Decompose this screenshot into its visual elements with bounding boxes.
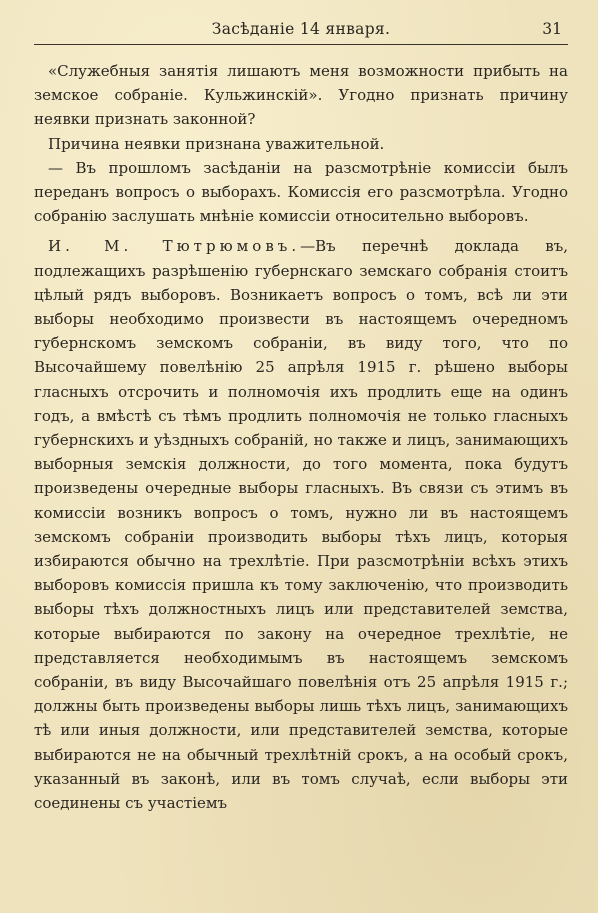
speaker-name: И. М. Тютрюмовъ.	[48, 237, 301, 256]
text-body	[34, 59, 568, 815]
paragraph-letter-quote: «Служебныя занятія лишаютъ меня возможности прибыть на земское собраніе. Кульжинскій». Угодно признать причину неявки признать законной?	[34, 62, 568, 129]
page-number: 31	[542, 20, 562, 38]
paragraph-speech	[34, 234, 568, 815]
running-title: Засѣданіе 14 января.	[211, 20, 391, 38]
speech-text: —Въ перечнѣ доклада въ, подлежащихъ разрѣшенію губернскаго земскаго собранія стоитъ цѣлый рядъ выборовъ. Возникаетъ вопросъ о томъ, всѣ ли эти выборы необходимо произвести въ настоящемъ очередномъ губернскомъ земскомъ собраніи, въ виду того, что по Высочайшему повелѣнію 25 апрѣля 1915 г. рѣшено выборы гласныхъ отсрочить и полномочія ихъ продлить еще на одинъ годъ, а вмѣстѣ съ тѣмъ продлить полномочія не только гласныхъ губернскихъ и уѣздныхъ собраній, но также и лицъ, занимающихъ выборныя земскія должности, до того момента, пока будутъ произведены очередные выборы гласныхъ. Въ связи съ этимъ въ комиссіи возникъ вопросъ о томъ, нужно ли въ настоящемъ земскомъ собраніи производить выборы тѣхъ лицъ, которыя избираются обычно на трехлѣтіе. При разсмотрѣніи всѣхъ этихъ выборовъ комиссія пришла къ тому заключенію, что производить выборы тѣхъ должностныхъ лицъ или представителей земства, которые выбираются по закону на очередное трехлѣтіе, не представляется необходимымъ въ настоящемъ земскомъ собраніи, въ виду Высочайшаго повелѣнія отъ 25 апрѣля 1915 г.; должны быть произведены выборы лишь тѣхъ лицъ, занимающихъ тѣ или иныя должности, или представителей земства, которые выбираются не на обычный трехлѣтній срокъ, а на особый срокъ, указанный въ законѣ, или въ томъ случаѣ, если выборы эти соединены съ участіемъ	[34, 237, 569, 813]
running-head	[34, 14, 568, 45]
paragraph-commission-question: — Въ прошломъ засѣданіи на разсмотрѣніе комиссіи былъ переданъ вопросъ о выборахъ. Комиссія его разсмотрѣла. Угодно собранію заслушать мнѣніе комиссіи относительно выборовъ.	[34, 158, 568, 226]
paragraph-resolution: Причина неявки признана уважительной.	[48, 134, 385, 153]
